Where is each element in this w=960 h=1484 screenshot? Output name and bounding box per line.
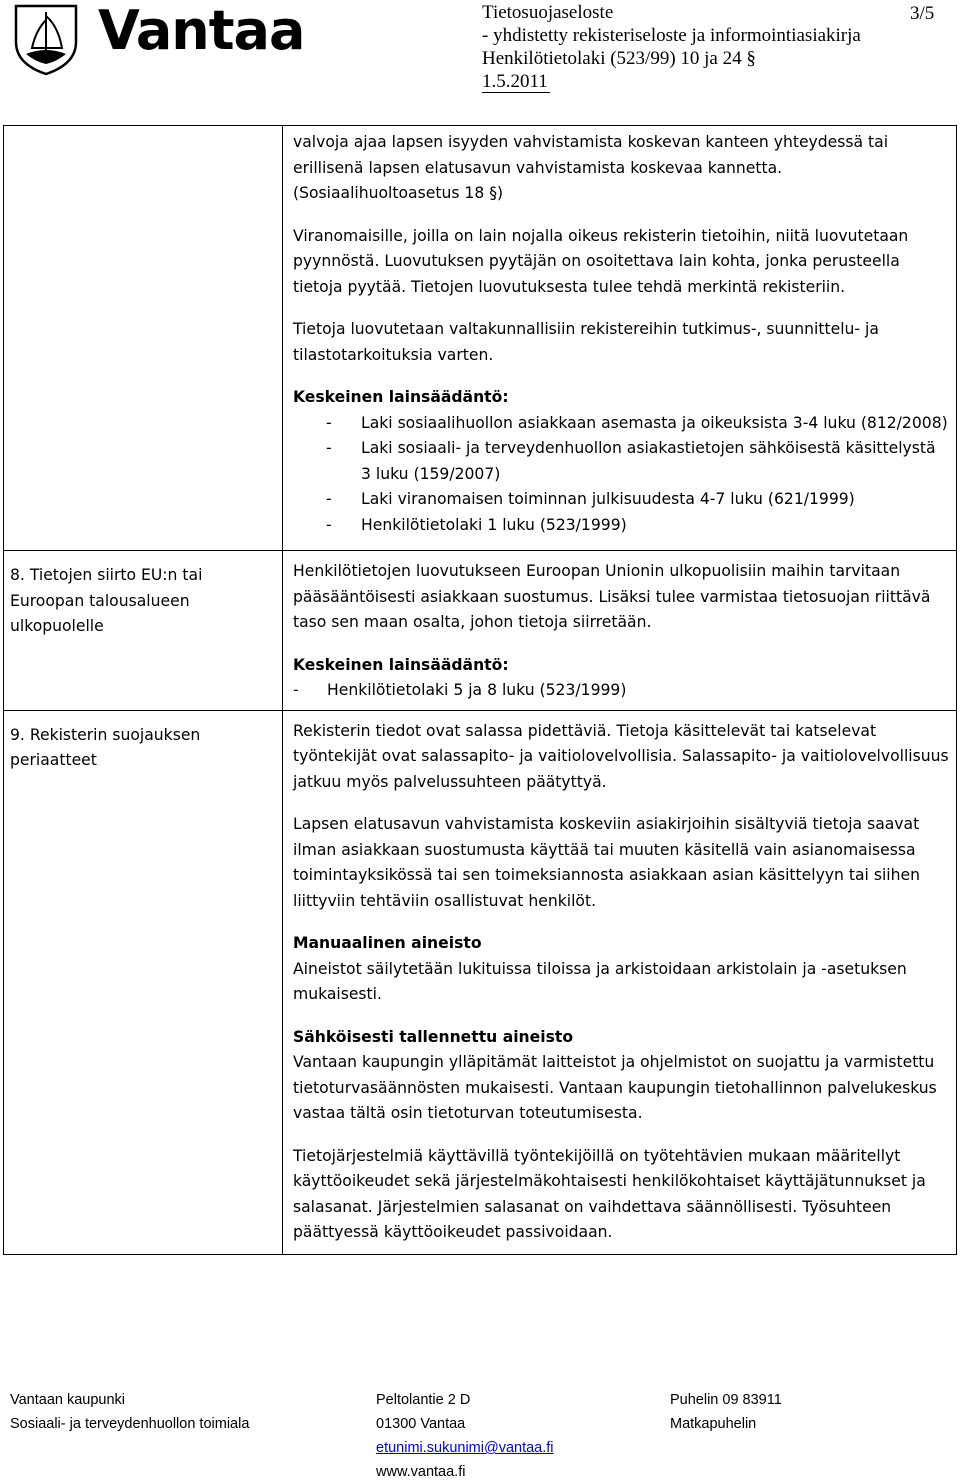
paragraph: Rekisterin tiedot ovat salassa pidettäviä. Tietoja käsittelevät tai katselevat työntekijät ovat salassapito- ja vaitiolovelvollisia. Salassapito- ja vaitiolovelvollisuus jatkuu myös palvelussuhteen päätyttyä.: [293, 721, 949, 791]
law-heading: Keskeinen lainsäädäntö:: [293, 655, 509, 674]
paragraph: Aineistot säilytetään lukituissa tiloissa ja arkistoidaan arkistolain ja -asetuksen mukaisesti.: [293, 959, 907, 1003]
footer-email-link[interactable]: etunimi.sukunimi@vantaa.fi: [376, 1440, 554, 1456]
subheading-manual: Manuaalinen aineisto: [293, 934, 482, 952]
law-heading: Keskeinen lainsäädäntö:: [293, 388, 509, 406]
footer-mobile: Matkapuhelin: [670, 1416, 757, 1432]
list-item: - Henkilötietolaki 1 luku (523/1999): [326, 515, 627, 534]
paragraph: Viranomaisille, joilla on lain nojalla oikeus rekisterin tietoihin, niitä luovutetaan pyynnöstä. Luovutuksen pyytäjän on osoitettava lain kohta, jonka perusteella tietoja pyytää. Tietojen luovutuksesta tulee tehdä merkintä rekisteriin.: [293, 226, 909, 296]
footer-phones: [670, 1388, 782, 1436]
footer-street: Peltolantie 2 D: [376, 1392, 471, 1408]
paragraph: Vantaan kaupungin ylläpitämät laitteistot ja ohjelmistot on suojattu ja varmistettu tietoturvasäännösten mukaisesti. Vantaan kaupungin tietohallinnon palvelukeskus vastaa tältä osin tietoturvan toteutumisesta.: [293, 1053, 937, 1122]
vantaa-logo-text: Vantaa: [98, 0, 305, 62]
table-row: [4, 710, 957, 1254]
section-title-cell: [4, 551, 283, 711]
list-item: - Laki viranomaisen toiminnan julkisuudesta 4-7 luku (621/1999): [326, 490, 855, 508]
table-row: [4, 126, 957, 551]
document-title: Tietosuojaseloste: [482, 2, 614, 23]
footer-org-name: Vantaan kaupunki: [10, 1392, 126, 1408]
list-item: - Henkilötietolaki 5 ja 8 luku (523/1999): [293, 681, 627, 699]
law-list: [293, 411, 950, 539]
footer-organization: [10, 1388, 249, 1436]
list-item: - Laki sosiaali- ja terveydenhuollon asiakastietojen sähköisestä käsittelystä 3 luku (159/2007): [326, 439, 936, 483]
table-row: [4, 551, 957, 711]
section-content-cell: [283, 126, 957, 551]
section-title: 9. Rekisterin suojauksen periaatteet: [10, 725, 201, 769]
footer-department: Sosiaali- ja terveydenhuollon toimiala: [10, 1416, 250, 1432]
paragraph: Henkilötietojen luovutukseen Euroopan Unionin ulkopuolisiin maihin tarvitaan pääsääntöisesti asiakkaan suostumus. Lisäksi tulee varmistaa tietosuojan riittävä taso sen maan osalta, johon tietoja siirretään.: [293, 562, 931, 631]
section-content-cell: [283, 710, 957, 1254]
footer-website[interactable]: www.vantaa.fi: [376, 1464, 466, 1480]
subheading-electronic: Sähköisesti tallennettu aineisto: [293, 1027, 574, 1046]
register-table: [3, 125, 957, 1255]
paragraph: Tietoja luovutetaan valtakunnallisiin rekistereihin tutkimus-, suunnittelu- ja tilastotarkoituksia varten.: [293, 320, 879, 364]
page-number: 3/5: [910, 3, 935, 24]
paragraph: Lapsen elatusavun vahvistamista koskeviin asiakirjoihin sisältyviä tietoja saavat ilman asiakkaan suostumusta käyttää tai muuten käsitellä vain asianomaisessa toimintayksikössä tai sen toimeksiannosta asiakkaan asian käsittelyyn tai siihen liittyviin tehtäviin osallistuvat henkilöt.: [293, 815, 920, 910]
paragraph: valvoja ajaa lapsen isyyden vahvistamista koskevan kanteen yhteydessä tai erillisenä lapsen elatusavun vahvistamista koskevaa kannetta. (Sosiaalihuoltoasetus 18 §): [293, 133, 889, 202]
paragraph: Tietojärjestelmiä käyttävillä työntekijöillä on työtehtävien mukaan määritellyt käyttöoikeudet sekä järjestelmäkohtaisesti henkilökohtaiset käyttäjätunnukset ja salasanat. Järjestelmien salasanat on vaihdettava säännöllisesti. Työsuhteen päättyessä käyttöoikeudet passivoidaan.: [293, 1146, 926, 1241]
section-title-cell: [4, 710, 283, 1254]
section-title-cell: [4, 126, 283, 551]
vantaa-coat-of-arms-logo: [12, 2, 80, 76]
footer-phone: Puhelin 09 83911: [670, 1392, 782, 1408]
date-underline: [482, 92, 550, 93]
document-law-reference: Henkilötietolaki (523/99) 10 ja 24 §: [482, 48, 756, 69]
law-list: [293, 678, 950, 704]
section-title: 8. Tietojen siirto EU:n tai Euroopan talousalueen ulkopuolelle: [10, 566, 203, 635]
footer-postal: 01300 Vantaa: [376, 1416, 466, 1432]
document-date: 1.5.2011: [482, 71, 548, 92]
list-item: - Laki sosiaalihuollon asiakkaan asemasta ja oikeuksista 3-4 luku (812/2008): [326, 413, 948, 432]
document-subtitle: - yhdistetty rekisteriseloste ja informointiasiakirja: [482, 25, 861, 46]
section-content-cell: [283, 551, 957, 711]
